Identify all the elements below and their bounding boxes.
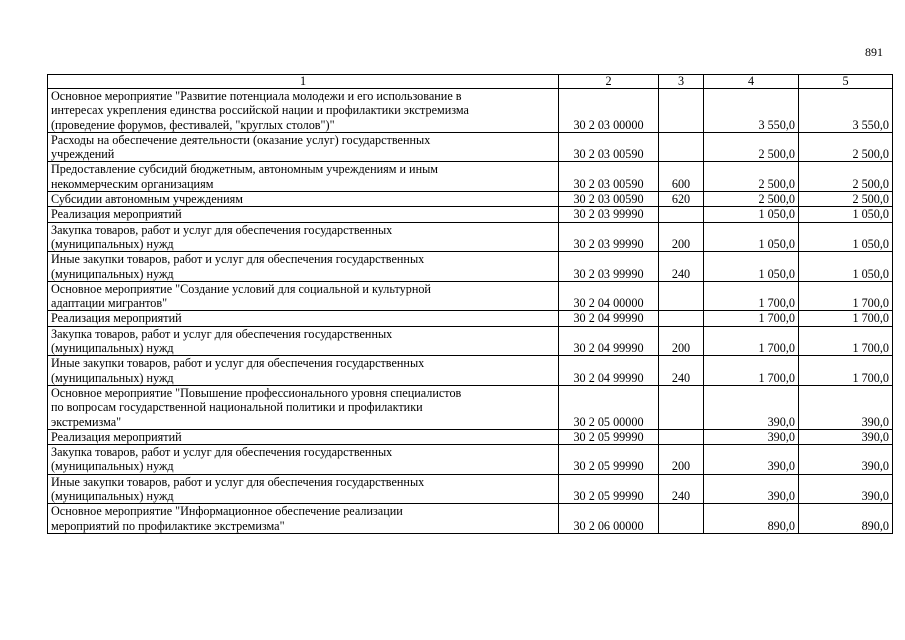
row-code-cell: 30 2 05 00000 xyxy=(559,385,659,429)
row-value-4-cell: 2 500,0 xyxy=(704,162,799,192)
row-name-cell xyxy=(48,356,559,386)
table-row xyxy=(48,207,893,222)
row-name-line: Закупка товаров, работ и услуг для обеспечения государственных xyxy=(51,445,393,460)
row-kind-cell xyxy=(659,89,704,133)
row-name-line: по вопросам государственной национальной политики и профилактики xyxy=(51,400,423,415)
row-name-cell xyxy=(48,326,559,356)
row-name-line: адаптации мигрантов" xyxy=(51,296,168,311)
row-value-4-cell: 1 700,0 xyxy=(704,356,799,386)
row-name-line: (муниципальных) нужд xyxy=(51,341,174,356)
row-code-cell: 30 2 04 99990 xyxy=(559,326,659,356)
row-value-4-cell: 890,0 xyxy=(704,504,799,534)
row-name-cell xyxy=(48,504,559,534)
table-row xyxy=(48,89,893,133)
row-kind-cell xyxy=(659,281,704,311)
row-name-line: Иные закупки товаров, работ и услуг для обеспечения государственных xyxy=(51,474,425,489)
row-code-cell: 30 2 03 99990 xyxy=(559,222,659,252)
row-name-line: (проведение форумов, фестивалей, "круглых столов")" xyxy=(51,117,335,132)
row-code-cell: 30 2 05 99990 xyxy=(559,474,659,504)
row-code-cell: 30 2 04 99990 xyxy=(559,311,659,326)
row-name-line: Реализация мероприятий xyxy=(51,429,182,444)
row-name-line: экстремизма" xyxy=(51,414,122,429)
row-name-line: Основное мероприятие "Повышение профессионального уровня специалистов xyxy=(51,385,462,400)
table-row xyxy=(48,311,893,326)
row-name-line: (муниципальных) нужд xyxy=(51,266,174,281)
row-name-cell xyxy=(48,252,559,282)
row-name-line: Закупка товаров, работ и услуг для обеспечения государственных xyxy=(51,222,393,237)
row-name-line: Закупка товаров, работ и услуг для обеспечения государственных xyxy=(51,326,393,341)
table-row xyxy=(48,429,893,444)
row-code-cell: 30 2 03 00590 xyxy=(559,192,659,207)
row-value-5-cell: 1 700,0 xyxy=(799,281,893,311)
row-name-cell xyxy=(48,429,559,444)
table-row xyxy=(48,192,893,207)
row-code-cell: 30 2 06 00000 xyxy=(559,504,659,534)
row-value-5-cell: 390,0 xyxy=(799,445,893,475)
row-code-cell: 30 2 03 99990 xyxy=(559,252,659,282)
table-row xyxy=(48,445,893,475)
header-cell-2: 2 xyxy=(559,75,659,89)
row-name-cell xyxy=(48,162,559,192)
row-value-4-cell: 390,0 xyxy=(704,445,799,475)
row-kind-cell xyxy=(659,504,704,534)
table-row xyxy=(48,504,893,534)
row-name-line: интересах укрепления единства российской нации и профилактики экстремизма xyxy=(51,103,469,118)
row-value-4-cell: 390,0 xyxy=(704,474,799,504)
row-name-line: Реализация мероприятий xyxy=(51,311,182,326)
row-value-4-cell: 1 050,0 xyxy=(704,207,799,222)
row-name-cell xyxy=(48,222,559,252)
row-name-cell xyxy=(48,132,559,162)
row-name-cell xyxy=(48,474,559,504)
row-name-cell xyxy=(48,281,559,311)
row-name-line: (муниципальных) нужд xyxy=(51,489,174,504)
row-kind-cell: 240 xyxy=(659,252,704,282)
page-number: 891 xyxy=(865,45,883,59)
row-name-cell xyxy=(48,192,559,207)
row-name-line: Основное мероприятие "Информационное обеспечение реализации xyxy=(51,504,403,519)
row-kind-cell: 200 xyxy=(659,445,704,475)
row-name-line: Иные закупки товаров, работ и услуг для обеспечения государственных xyxy=(51,252,425,267)
row-value-5-cell: 1 050,0 xyxy=(799,222,893,252)
table-header xyxy=(48,75,893,89)
table-row xyxy=(48,162,893,192)
row-value-5-cell: 890,0 xyxy=(799,504,893,534)
row-value-4-cell: 1 700,0 xyxy=(704,311,799,326)
row-kind-cell xyxy=(659,429,704,444)
row-value-5-cell: 1 700,0 xyxy=(799,326,893,356)
row-value-5-cell: 390,0 xyxy=(799,385,893,429)
row-value-4-cell: 390,0 xyxy=(704,429,799,444)
row-value-4-cell: 1 050,0 xyxy=(704,222,799,252)
row-name-line: Иные закупки товаров, работ и услуг для обеспечения государственных xyxy=(51,356,425,371)
table-row xyxy=(48,356,893,386)
row-name-cell xyxy=(48,385,559,429)
row-kind-cell xyxy=(659,207,704,222)
row-name-line: (муниципальных) нужд xyxy=(51,370,174,385)
row-name-line: Реализация мероприятий xyxy=(51,207,182,222)
row-name-cell xyxy=(48,311,559,326)
row-value-4-cell: 1 700,0 xyxy=(704,281,799,311)
row-kind-cell: 620 xyxy=(659,192,704,207)
row-name-line: Субсидии автономным учреждениям xyxy=(51,192,243,207)
row-value-5-cell: 1 700,0 xyxy=(799,311,893,326)
row-code-cell: 30 2 04 99990 xyxy=(559,356,659,386)
row-code-cell: 30 2 05 99990 xyxy=(559,429,659,444)
table-row xyxy=(48,385,893,429)
table-row xyxy=(48,252,893,282)
row-value-5-cell: 2 500,0 xyxy=(799,192,893,207)
row-value-4-cell: 1 700,0 xyxy=(704,326,799,356)
row-value-4-cell: 1 050,0 xyxy=(704,252,799,282)
row-value-5-cell: 2 500,0 xyxy=(799,132,893,162)
header-cell-3: 3 xyxy=(659,75,704,89)
header-cell-5: 5 xyxy=(799,75,893,89)
row-value-5-cell: 390,0 xyxy=(799,429,893,444)
row-code-cell: 30 2 05 99990 xyxy=(559,445,659,475)
row-value-5-cell: 1 050,0 xyxy=(799,252,893,282)
row-name-line: (муниципальных) нужд xyxy=(51,459,174,474)
table-row xyxy=(48,222,893,252)
row-name-line: некоммерческим организациям xyxy=(51,176,214,191)
row-code-cell: 30 2 03 00590 xyxy=(559,162,659,192)
row-name-line: Основное мероприятие "Создание условий для социальной и культурной xyxy=(51,281,431,296)
row-kind-cell: 600 xyxy=(659,162,704,192)
row-kind-cell: 240 xyxy=(659,356,704,386)
row-value-5-cell: 1 050,0 xyxy=(799,207,893,222)
row-name-line: мероприятий по профилактике экстремизма" xyxy=(51,518,285,533)
row-kind-cell xyxy=(659,311,704,326)
table-row xyxy=(48,281,893,311)
row-value-5-cell: 2 500,0 xyxy=(799,162,893,192)
header-cell-1: 1 xyxy=(48,75,559,89)
table-row xyxy=(48,474,893,504)
row-name-line: (муниципальных) нужд xyxy=(51,236,174,251)
row-code-cell: 30 2 03 99990 xyxy=(559,207,659,222)
table-row xyxy=(48,132,893,162)
header-row xyxy=(48,75,893,89)
row-name-cell xyxy=(48,207,559,222)
row-name-line: Основное мероприятие "Развитие потенциала молодежи и его использование в xyxy=(51,89,462,103)
row-name-cell xyxy=(48,445,559,475)
row-value-4-cell: 3 550,0 xyxy=(704,89,799,133)
row-name-line: Расходы на обеспечение деятельности (оказание услуг) государственных xyxy=(51,132,431,147)
row-kind-cell xyxy=(659,385,704,429)
row-code-cell: 30 2 04 00000 xyxy=(559,281,659,311)
row-value-5-cell: 1 700,0 xyxy=(799,356,893,386)
row-name-line: Предоставление субсидий бюджетным, автономным учреждениям и иным xyxy=(51,162,438,177)
table-row xyxy=(48,326,893,356)
row-value-4-cell: 2 500,0 xyxy=(704,132,799,162)
row-value-5-cell: 390,0 xyxy=(799,474,893,504)
header-cell-4: 4 xyxy=(704,75,799,89)
row-value-5-cell: 3 550,0 xyxy=(799,89,893,133)
row-name-line: учреждений xyxy=(51,147,115,162)
row-kind-cell: 200 xyxy=(659,222,704,252)
row-value-4-cell: 2 500,0 xyxy=(704,192,799,207)
row-kind-cell: 200 xyxy=(659,326,704,356)
row-kind-cell xyxy=(659,132,704,162)
row-name-cell xyxy=(48,89,559,133)
row-kind-cell: 240 xyxy=(659,474,704,504)
row-code-cell: 30 2 03 00590 xyxy=(559,132,659,162)
row-value-4-cell: 390,0 xyxy=(704,385,799,429)
table-body xyxy=(48,89,893,534)
budget-table xyxy=(47,74,893,534)
row-code-cell: 30 2 03 00000 xyxy=(559,89,659,133)
